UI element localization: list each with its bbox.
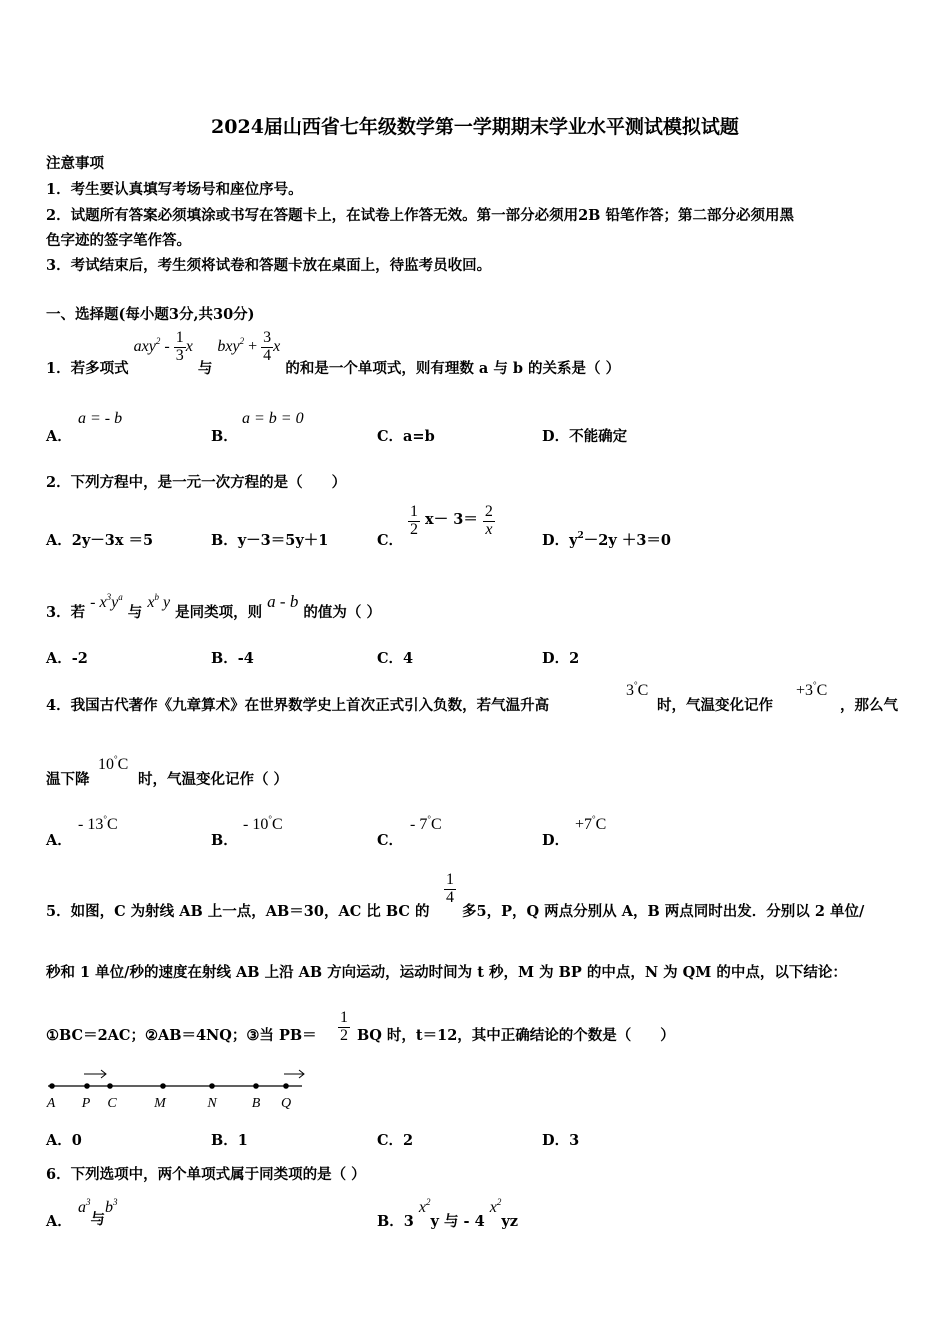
notice-item-1: 1．考生要认真填写考场号和座位序号。 [46, 181, 303, 198]
point-n-label: N [207, 1096, 217, 1111]
q1-option-b-label: B． [211, 428, 238, 445]
q6-option-a-label: A． [46, 1213, 72, 1230]
point-p-label: P [81, 1096, 91, 1111]
q5-fraction-2: $\frac{1}{2}$ [340, 1009, 348, 1044]
q4-line-2b: 时，气温变化记作（ ） [138, 771, 289, 788]
point-a-dot [49, 1083, 55, 1089]
point-c-label: C [107, 1096, 117, 1111]
q3-expr-3: a - b [267, 592, 299, 611]
q4-line-1b: 时，气温变化记作 [657, 697, 773, 714]
q4-option-b-label: B． [211, 832, 238, 849]
q2-option-b: B．y－3＝5y＋1 [211, 532, 329, 549]
q4-option-d-label: D． [542, 832, 570, 849]
q5-option-c: C．2 [377, 1132, 414, 1149]
q5-option-a: A．0 [46, 1132, 82, 1149]
q4-option-a-expr: - 13°C [78, 814, 118, 833]
arrow-q-icon [284, 1070, 304, 1078]
q5-option-b: B．1 [211, 1132, 248, 1149]
q3-expr-1: - $x^3y^a$ [90, 592, 123, 611]
q1-option-a-expr: a = - b [78, 410, 123, 427]
q5-fraction-1: $\frac{1}{4}$ [446, 871, 454, 906]
question-6: 6．下列选项中，两个单项式属于同类项的是（ ） [46, 1166, 366, 1183]
q2-option-c-expr: $\frac{1}{2}$ x－ 3＝ $\frac{2}{x}$ [410, 503, 493, 538]
point-c-dot [107, 1083, 113, 1089]
poly-1: axy$^2$ - $\frac{1}{3}$ x [133, 329, 193, 364]
question-2: 2．下列方程中，是一元一次方程的是（ ） [46, 474, 347, 491]
q3-expr-2: $x^b$ y [147, 592, 171, 611]
q2-option-c-label: C． [377, 532, 404, 549]
page-title: 2024届山西省七年级数学第一学期期末学业水平测试模拟试题 [211, 116, 739, 138]
point-m-dot [160, 1083, 166, 1089]
notice-item-2: 2．试题所有答案必须填涂或书写在答题卡上，在试卷上作答无效。第一部分必须用2B 铅笔作答；第二部分必须用黑 [46, 207, 794, 224]
number-line-figure [40, 1062, 310, 1112]
notice-item-3: 3．考试结束后，考生须将试卷和答题卡放在桌面上，待监考员收回。 [46, 257, 492, 274]
q1-option-d: D．不能确定 [542, 428, 628, 445]
q4-option-c-expr: - 7°C [410, 814, 442, 833]
q3-option-c: C．4 [377, 650, 414, 667]
q3-option-d: D．2 [542, 650, 580, 667]
point-b-dot [253, 1083, 259, 1089]
notice-item-2-cont: 色字迹的签字笔作答。 [46, 232, 191, 249]
point-q-label: Q [280, 1096, 292, 1111]
notice-heading: 注意事项 [46, 155, 104, 172]
point-p-dot [84, 1083, 90, 1089]
q4-line-2a: 温下降 [46, 771, 90, 788]
q5-line-3a: ①BC＝2AC；②AB＝4NQ；③当 PB＝ [46, 1027, 317, 1044]
point-n-dot [209, 1083, 215, 1089]
q4-option-b-expr: - 10°C [243, 814, 283, 833]
q4-option-a-label: A． [46, 832, 72, 849]
point-a-label: A [46, 1096, 56, 1111]
q5-line-3b: BQ 时，t＝12，其中正确结论的个数是（ ） [357, 1027, 675, 1044]
question-3: 3．若 - $x^3y^a$ 与 $x^b$ y 是同类项，则 a - b 的值为（ ） [46, 592, 381, 621]
section-heading: 一、选择题(每小题3分,共30分) [46, 306, 255, 323]
q1-option-b-expr: a = b = 0 [242, 410, 304, 427]
q1-option-a-label: A． [46, 428, 72, 445]
q4-temp-record: +3°C [796, 680, 828, 699]
point-b-label: B [251, 1096, 261, 1111]
q2-option-d: D．$y^2-2y +3=0$ [542, 531, 672, 549]
q5-line-1b: 多5，P，Q 两点分别从 A，B 两点同时出发．分别以 2 单位/ [462, 903, 865, 920]
q1-option-c: C．a=b [377, 428, 435, 445]
q4-line-1c: ，那么气 [840, 697, 898, 714]
q4-line-1a: 4．我国古代著作《九章算术》在世界数学史上首次正式引入负数，若气温升高 [46, 697, 550, 714]
q5-option-d: D．3 [542, 1132, 580, 1149]
q4-temp-rise: 3°C [626, 680, 649, 699]
q2-option-a: A．2y－3x ＝5 [46, 532, 154, 549]
q4-option-c-label: C． [377, 832, 404, 849]
point-q-dot [283, 1083, 289, 1089]
q4-option-d-expr: +7°C [575, 814, 607, 833]
q4-temp-drop: 10°C [98, 754, 129, 773]
q6-option-b: B．3 $x^2y$ 与 - 4 $x^2yz$ [377, 1197, 519, 1230]
q3-option-b: B．-4 [211, 650, 254, 667]
q6-option-a-expr: $a^3$与$b^3$ [78, 1197, 118, 1228]
point-m-label: M [154, 1096, 166, 1111]
q5-line-1a: 5．如图，C 为射线 AB 上一点，AB＝30，AC 比 BC 的 [46, 903, 430, 920]
question-1: 1．若多项式 axy$^2$ - $\frac{1}{3}$ x 与 bxy$^2$ + $\frac{3}{4}$ x 的和是一个单项式，则有理数 a 与 b 的关系是（ ） [46, 329, 621, 378]
poly-2: bxy$^2$ + $\frac{3}{4}$ x [217, 329, 281, 364]
q5-line-2: 秒和 1 单位/秒的速度在射线 AB 上沿 AB 方向运动，运动时间为 t 秒，M 为 BP 的中点，N 为 QM 的中点，以下结论： [46, 964, 847, 981]
q3-option-a: A．-2 [46, 650, 88, 667]
arrow-p-icon [84, 1070, 106, 1078]
